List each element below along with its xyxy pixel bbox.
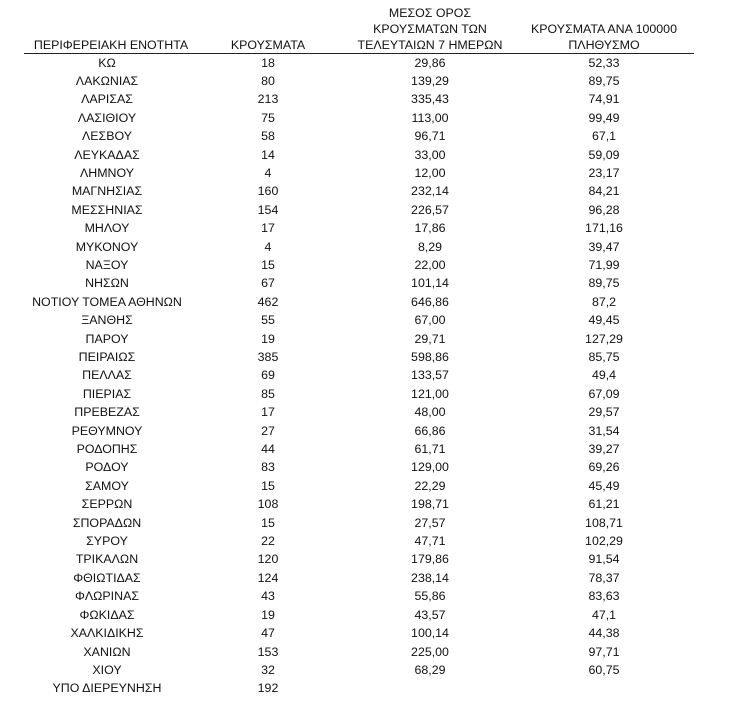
- cell-cases: 18: [261, 55, 275, 70]
- cell-cases: 44: [261, 442, 275, 457]
- cell-cases: 75: [261, 110, 275, 125]
- cell-avg-7-days: 12,00: [414, 165, 446, 180]
- cell-per-100000: 67,1: [591, 129, 617, 144]
- table-row: [24, 219, 694, 237]
- table-row: [24, 532, 694, 550]
- cell-avg-7-days: 598,86: [411, 350, 449, 364]
- header-avg-7-days: [346, 0, 514, 53]
- cell-per-100000: 31,54: [588, 423, 620, 438]
- header-region: ΠΕΡΙΦΕΡΕΙΑΚΗ ΕΝΟΤΗΤΑ: [24, 0, 190, 53]
- header-per-line-2: ΠΛΗΘΥΣΜΟ: [568, 37, 640, 52]
- cell-avg-7-days: 226,57: [411, 202, 449, 217]
- cell-region: ΦΛΩΡΙΝΑΣ: [74, 589, 139, 604]
- table-row: [24, 146, 694, 164]
- cell-cases: 80: [261, 73, 275, 88]
- cell-cases: 17: [261, 405, 275, 420]
- cell-per-100000: 97,71: [588, 644, 620, 659]
- cell-per-100000: 127,29: [585, 331, 623, 346]
- cell-avg-7-days: 335,43: [411, 92, 449, 107]
- cell-avg-7-days: 68,29: [414, 662, 446, 677]
- cell-region: ΡΟΔΟΥ: [85, 460, 129, 475]
- cell-region: ΛΑΚΩΝΙΑΣ: [75, 73, 139, 88]
- cell-per-100000: 78,37: [588, 570, 620, 585]
- cell-avg-7-days: 121,00: [411, 386, 449, 401]
- cell-per-100000: 44,38: [588, 626, 620, 641]
- cell-region: ΠΕΙΡΑΙΩΣ: [78, 350, 136, 364]
- cell-per-100000: 89,75: [588, 73, 620, 88]
- cell-avg-7-days: 133,57: [411, 368, 449, 383]
- cell-cases: 19: [261, 607, 275, 622]
- header-avg-line-1: ΜΕΣΟΣ ΟΡΟΣ: [388, 5, 472, 20]
- cell-region: ΣΠΟΡΑΔΩΝ: [72, 515, 142, 530]
- cell-per-100000: 91,54: [588, 552, 620, 567]
- cell-per-100000: 39,47: [588, 239, 620, 254]
- cell-avg-7-days: 101,14: [411, 276, 449, 291]
- cell-region: ΥΠΟ ΔΙΕΡΕΥΝΗΣΗ: [52, 681, 162, 696]
- cell-region: ΛΗΜΝΟΥ: [80, 165, 134, 180]
- cell-avg-7-days: 139,29: [411, 73, 449, 88]
- table-row: [24, 440, 694, 458]
- cell-region: ΠΙΕΡΙΑΣ: [82, 386, 132, 401]
- table-row: [24, 201, 694, 219]
- cell-per-100000: 85,75: [588, 350, 620, 364]
- table-row: [24, 238, 694, 256]
- cell-per-100000: 89,75: [588, 276, 620, 291]
- cell-cases: 124: [257, 570, 279, 585]
- table-row: [24, 53, 694, 72]
- header-per-line-1: ΚΡΟΥΣΜΑΤΑ ΑΝΑ 100000: [531, 21, 677, 36]
- table-row: [24, 127, 694, 145]
- table-row: [24, 679, 694, 697]
- header-avg-line-3: ΤΕΛΕΥΤΑΙΩΝ 7 ΗΜΕΡΩΝ: [357, 37, 503, 52]
- cell-cases: 27: [261, 423, 275, 438]
- table-row: [24, 72, 694, 90]
- cell-per-100000: 83,63: [588, 589, 620, 604]
- table-row: [24, 550, 694, 568]
- table-row: [24, 606, 694, 624]
- header-per-100000: [514, 0, 694, 53]
- cell-avg-7-days: 27,57: [414, 515, 446, 530]
- cell-per-100000: 84,21: [588, 184, 620, 199]
- cell-avg-7-days: 33,00: [414, 147, 446, 162]
- cell-per-100000: 47,1: [591, 607, 617, 622]
- cell-cases: 17: [261, 221, 275, 236]
- cell-cases: 58: [261, 129, 275, 144]
- cell-per-100000: 87,2: [591, 294, 617, 309]
- cell-region: ΣΑΜΟΥ: [85, 478, 129, 493]
- cell-per-100000: 171,16: [585, 221, 623, 236]
- table-row: [24, 477, 694, 495]
- cell-per-100000: 39,27: [588, 442, 620, 457]
- cell-cases: 15: [261, 478, 275, 493]
- cell-per-100000: 29,57: [588, 405, 620, 420]
- cell-cases: 83: [261, 460, 275, 475]
- table-row: [24, 587, 694, 605]
- cell-per-100000: 67,09: [588, 386, 620, 401]
- cell-per-100000: 61,21: [588, 497, 620, 512]
- header-avg-line-2: ΚΡΟΥΣΜΑΤΩΝ ΤΩΝ: [373, 21, 487, 36]
- table-row: [24, 311, 694, 329]
- cell-region: ΦΘΙΩΤΙΔΑΣ: [73, 570, 141, 585]
- cell-avg-7-days: 22,29: [414, 478, 446, 493]
- table-row: [24, 182, 694, 200]
- table-row: [24, 495, 694, 513]
- cell-region: ΛΑΣΙΘΙΟΥ: [77, 110, 137, 125]
- table-row: [24, 624, 694, 642]
- cell-avg-7-days: 100,14: [411, 626, 449, 641]
- cell-avg-7-days: 22,00: [414, 257, 446, 272]
- cell-region: ΜΥΚΟΝΟΥ: [75, 239, 139, 254]
- header-cases: ΚΡΟΥΣΜΑΤΑ: [190, 0, 346, 53]
- cell-cases: 32: [261, 662, 275, 677]
- cell-cases: 19: [261, 331, 275, 346]
- cell-per-100000: 71,99: [588, 257, 620, 272]
- cell-cases: 85: [261, 386, 275, 401]
- cell-cases: 4: [264, 165, 272, 180]
- cell-avg-7-days: 225,00: [411, 644, 449, 659]
- table-row: [24, 514, 694, 532]
- cell-cases: 154: [257, 202, 279, 217]
- cell-region: ΚΩ: [98, 55, 116, 70]
- cell-per-100000: 49,4: [591, 368, 617, 383]
- cell-region: ΠΑΡΟΥ: [85, 331, 129, 346]
- cell-per-100000: 96,28: [588, 202, 620, 217]
- cell-cases: 43: [261, 589, 275, 604]
- cell-avg-7-days: 55,86: [414, 589, 446, 604]
- cell-region: ΣΕΡΡΩΝ: [81, 497, 133, 512]
- table-row: [24, 348, 694, 366]
- cell-avg-7-days: 8,29: [417, 239, 443, 254]
- cell-per-100000: 108,71: [585, 515, 623, 530]
- cell-avg-7-days: 179,86: [411, 552, 449, 567]
- table-row: [24, 569, 694, 587]
- cell-cases: 108: [257, 497, 279, 512]
- cell-per-100000: 99,49: [588, 110, 620, 125]
- cell-region: ΦΩΚΙΔΑΣ: [79, 607, 135, 622]
- cell-avg-7-days: 48,00: [414, 405, 446, 420]
- cell-region: ΤΡΙΚΑΛΩΝ: [75, 552, 139, 567]
- cell-avg-7-days: 232,14: [411, 184, 449, 199]
- cell-avg-7-days: 113,00: [411, 110, 449, 125]
- cell-per-100000: 49,45: [588, 313, 620, 328]
- cell-cases: 15: [261, 515, 275, 530]
- cell-cases: 14: [261, 147, 275, 162]
- cell-avg-7-days: 43,57: [414, 607, 446, 622]
- cell-region: ΠΡΕΒΕΖΑΣ: [74, 405, 140, 420]
- cell-avg-7-days: 29,86: [414, 55, 446, 70]
- cell-avg-7-days: 238,14: [411, 570, 449, 585]
- cell-region: ΧΑΛΚΙΔΙΚΗΣ: [70, 626, 144, 641]
- cell-cases: 153: [257, 644, 279, 659]
- cell-cases: 385: [257, 350, 279, 364]
- table-row: [24, 330, 694, 348]
- table-row: [24, 109, 694, 127]
- cell-cases: 213: [257, 92, 279, 107]
- cell-avg-7-days: 17,86: [414, 221, 446, 236]
- cell-cases: 47: [261, 626, 275, 641]
- table-header: [24, 0, 694, 53]
- cell-region: ΛΑΡΙΣΑΣ: [81, 92, 133, 107]
- cell-region: ΜΑΓΝΗΣΙΑΣ: [71, 184, 143, 199]
- table-row: [24, 293, 694, 311]
- cell-avg-7-days: 61,71: [414, 442, 446, 457]
- table-row: [24, 90, 694, 108]
- cell-avg-7-days: [346, 679, 514, 697]
- cell-avg-7-days: 47,71: [414, 534, 446, 549]
- cell-region: ΛΕΥΚΑΔΑΣ: [74, 147, 140, 162]
- cell-per-100000: 23,17: [588, 165, 620, 180]
- cell-cases: 4: [264, 239, 272, 254]
- cell-region: ΛΕΣΒΟΥ: [82, 129, 132, 144]
- cell-region: ΧΑΝΙΩΝ: [83, 644, 131, 659]
- table-body: [24, 53, 694, 698]
- cell-per-100000: 74,91: [588, 92, 620, 107]
- cases-table: [24, 0, 694, 698]
- cell-per-100000: 59,09: [588, 147, 620, 162]
- cell-avg-7-days: 198,71: [411, 497, 449, 512]
- cell-avg-7-days: 66,86: [414, 423, 446, 438]
- cell-cases: 22: [261, 534, 275, 549]
- cell-per-100000: 60,75: [588, 662, 620, 677]
- cell-region: ΝΗΣΩΝ: [85, 276, 129, 291]
- table-row: [24, 366, 694, 384]
- table-row: [24, 256, 694, 274]
- table-row: [24, 403, 694, 421]
- cell-cases: 160: [257, 184, 279, 199]
- cell-avg-7-days: 129,00: [411, 460, 449, 475]
- cell-per-100000: [514, 679, 694, 697]
- cell-cases: 69: [261, 368, 275, 383]
- cell-per-100000: 102,29: [585, 534, 623, 549]
- cell-region: ΧΙΟΥ: [92, 662, 122, 677]
- table-row: [24, 458, 694, 476]
- cell-cases: 462: [257, 294, 279, 309]
- cell-cases: 192: [257, 681, 279, 696]
- cell-cases: 15: [261, 257, 275, 272]
- table-row: [24, 643, 694, 661]
- cell-avg-7-days: 646,86: [411, 294, 449, 309]
- table-row: [24, 661, 694, 679]
- cell-cases: 120: [257, 552, 279, 567]
- cell-avg-7-days: 96,71: [414, 129, 446, 144]
- cell-region: ΜΗΛΟΥ: [84, 221, 130, 236]
- cell-region: ΝΟΤΙΟΥ ΤΟΜΕΑ ΑΘΗΝΩΝ: [32, 294, 182, 309]
- cell-region: ΡΕΘΥΜΝΟΥ: [71, 423, 143, 438]
- cell-region: ΣΥΡΟΥ: [86, 534, 128, 549]
- cell-region: ΜΕΣΣΗΝΙΑΣ: [71, 202, 143, 217]
- table-row: [24, 422, 694, 440]
- table-row: [24, 385, 694, 403]
- cell-avg-7-days: 67,00: [414, 313, 446, 328]
- table-row: [24, 164, 694, 182]
- table-row: [24, 274, 694, 292]
- cell-per-100000: 45,49: [588, 478, 620, 493]
- cell-per-100000: 52,33: [588, 55, 620, 70]
- cell-region: ΠΕΛΛΑΣ: [82, 368, 132, 383]
- cell-region: ΝΑΞΟΥ: [85, 257, 129, 272]
- cell-region: ΡΟΔΟΠΗΣ: [76, 442, 138, 457]
- cell-cases: 67: [261, 276, 275, 291]
- cell-region: ΞΑΝΘΗΣ: [81, 313, 133, 328]
- cell-avg-7-days: 29,71: [414, 331, 446, 346]
- cell-cases: 55: [261, 313, 275, 328]
- cell-per-100000: 69,26: [588, 460, 620, 475]
